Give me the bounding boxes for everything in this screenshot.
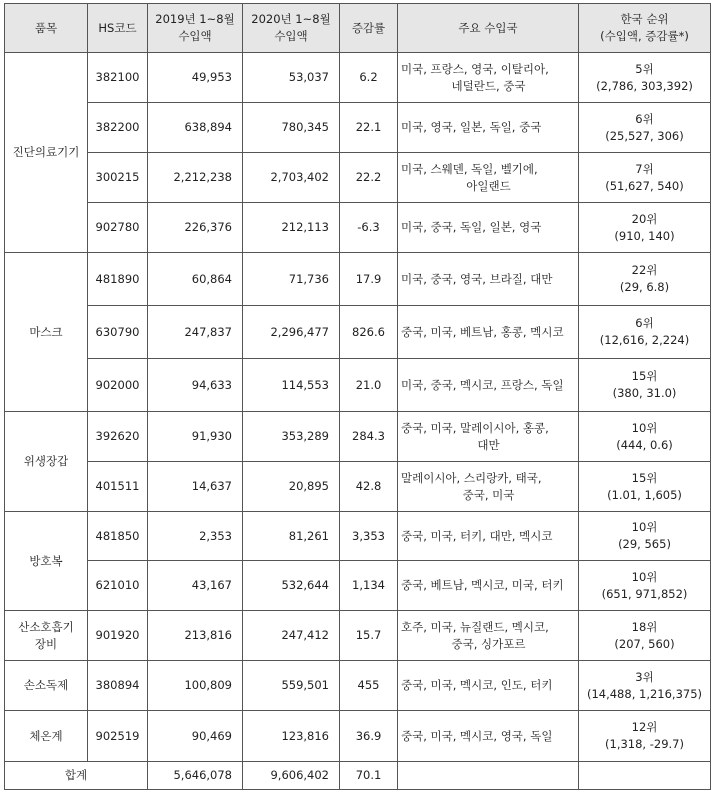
hs-code: 630790 xyxy=(88,306,148,359)
value-2019: 91,930 xyxy=(148,412,243,462)
rank: 6위 (25,527, 306) xyxy=(579,103,711,153)
growth-rate: 21.0 xyxy=(340,359,398,412)
total-label: 합계 xyxy=(5,762,148,790)
growth-rate: 36.9 xyxy=(340,711,398,762)
growth-rate: 826.6 xyxy=(340,306,398,359)
rank: 3위 (14,488, 1,216,375) xyxy=(579,661,711,711)
growth-rate: 455 xyxy=(340,661,398,711)
countries: 미국, 중국, 멕시코, 프랑스, 독일 xyxy=(398,359,579,412)
table-row xyxy=(5,561,711,611)
value-2020: 353,289 xyxy=(243,412,340,462)
countries: 중국, 미국, 베트남, 홍콩, 멕시코 xyxy=(398,306,579,359)
value-2019: 43,167 xyxy=(148,561,243,611)
value-2019: 14,637 xyxy=(148,462,243,512)
rank: 20위 (910, 140) xyxy=(579,203,711,253)
value-2020: 559,501 xyxy=(243,661,340,711)
total-growth: 70.1 xyxy=(340,762,398,790)
rank: 18위 (207, 560) xyxy=(579,611,711,661)
value-2020: 2,296,477 xyxy=(243,306,340,359)
value-2020: 20,895 xyxy=(243,462,340,512)
value-2019: 247,837 xyxy=(148,306,243,359)
growth-rate: 284.3 xyxy=(340,412,398,462)
header-row xyxy=(5,4,711,53)
value-2020: 71,736 xyxy=(243,253,340,306)
value-2020: 532,644 xyxy=(243,561,340,611)
value-2020: 247,412 xyxy=(243,611,340,661)
table-row xyxy=(5,359,711,412)
table-row xyxy=(5,153,711,203)
header-hs-code: HS코드 xyxy=(88,4,148,53)
hs-code: 902780 xyxy=(88,203,148,253)
header-2020: 2020년 1~8월 수입액 xyxy=(243,4,340,53)
growth-rate: 1,134 xyxy=(340,561,398,611)
countries: 중국, 미국, 터키, 대만, 멕시코 xyxy=(398,512,579,561)
table-row xyxy=(5,661,711,711)
total-row xyxy=(5,762,711,790)
countries: 말레이시아, 스리랑카, 태국, 중국, 미국 xyxy=(398,462,579,512)
table-row xyxy=(5,711,711,762)
hs-code: 300215 xyxy=(88,153,148,203)
value-2020: 780,345 xyxy=(243,103,340,153)
value-2020: 123,816 xyxy=(243,711,340,762)
growth-rate: 22.2 xyxy=(340,153,398,203)
value-2019: 638,894 xyxy=(148,103,243,153)
value-2019: 100,809 xyxy=(148,661,243,711)
growth-rate: -6.3 xyxy=(340,203,398,253)
import-table xyxy=(4,3,711,790)
category-oxygen: 산소호흡기 장비 xyxy=(5,611,88,661)
total-2020: 9,606,402 xyxy=(243,762,340,790)
countries: 중국, 베트남, 멕시코, 미국, 터키 xyxy=(398,561,579,611)
countries: 중국, 미국, 멕시코, 인도, 터키 xyxy=(398,661,579,711)
total-2019: 5,646,078 xyxy=(148,762,243,790)
value-2019: 49,953 xyxy=(148,53,243,103)
hs-code: 382200 xyxy=(88,103,148,153)
table-row xyxy=(5,462,711,512)
value-2019: 60,864 xyxy=(148,253,243,306)
hs-code: 902000 xyxy=(88,359,148,412)
table-row xyxy=(5,103,711,153)
header-rank: 한국 순위 (수입액, 증감률*) xyxy=(579,4,711,53)
rank: 15위 (380, 31.0) xyxy=(579,359,711,412)
rank: 5위 (2,786, 303,392) xyxy=(579,53,711,103)
countries: 미국, 프랑스, 영국, 이탈리아, 네덜란드, 중국 xyxy=(398,53,579,103)
countries: 중국, 미국, 멕시코, 영국, 독일 xyxy=(398,711,579,762)
hs-code: 481890 xyxy=(88,253,148,306)
hs-code: 392620 xyxy=(88,412,148,462)
hs-code: 621010 xyxy=(88,561,148,611)
rank: 10위 (651, 971,852) xyxy=(579,561,711,611)
hs-code: 901920 xyxy=(88,611,148,661)
value-2019: 213,816 xyxy=(148,611,243,661)
hs-code: 380894 xyxy=(88,661,148,711)
header-countries: 주요 수입국 xyxy=(398,4,579,53)
category-glove: 위생장갑 xyxy=(5,412,88,512)
growth-rate: 15.7 xyxy=(340,611,398,661)
table-row xyxy=(5,412,711,462)
hs-code: 401511 xyxy=(88,462,148,512)
rank: 10위 (29, 565) xyxy=(579,512,711,561)
table-row xyxy=(5,253,711,306)
countries: 중국, 미국, 말레이시아, 홍콩, 대만 xyxy=(398,412,579,462)
category-disinfectant: 손소독제 xyxy=(5,661,88,711)
value-2020: 114,553 xyxy=(243,359,340,412)
hs-code: 902519 xyxy=(88,711,148,762)
table-row xyxy=(5,53,711,103)
table-row xyxy=(5,306,711,359)
value-2019: 2,212,238 xyxy=(148,153,243,203)
growth-rate: 22.1 xyxy=(340,103,398,153)
total-empty-countries xyxy=(398,762,579,790)
growth-rate: 3,353 xyxy=(340,512,398,561)
rank: 12위 (1,318, -29.7) xyxy=(579,711,711,762)
category-diagnostic: 진단의료기기 xyxy=(5,53,88,253)
category-thermometer: 체온계 xyxy=(5,711,88,762)
value-2020: 2,703,402 xyxy=(243,153,340,203)
value-2019: 94,633 xyxy=(148,359,243,412)
category-mask: 마스크 xyxy=(5,253,88,412)
category-protective-suit: 방호복 xyxy=(5,512,88,611)
header-item: 품목 xyxy=(5,4,88,53)
countries: 미국, 스웨덴, 독일, 벨기에, 아일랜드 xyxy=(398,153,579,203)
value-2019: 226,376 xyxy=(148,203,243,253)
growth-rate: 42.8 xyxy=(340,462,398,512)
rank: 15위 (1.01, 1,605) xyxy=(579,462,711,512)
rank: 7위 (51,627, 540) xyxy=(579,153,711,203)
value-2020: 81,261 xyxy=(243,512,340,561)
table-row xyxy=(5,203,711,253)
rank: 10위 (444, 0.6) xyxy=(579,412,711,462)
growth-rate: 6.2 xyxy=(340,53,398,103)
header-growth: 증감률 xyxy=(340,4,398,53)
growth-rate: 17.9 xyxy=(340,253,398,306)
value-2020: 53,037 xyxy=(243,53,340,103)
rank: 6위 (12,616, 2,224) xyxy=(579,306,711,359)
hs-code: 382100 xyxy=(88,53,148,103)
value-2020: 212,113 xyxy=(243,203,340,253)
hs-code: 481850 xyxy=(88,512,148,561)
header-2019: 2019년 1~8월 수입액 xyxy=(148,4,243,53)
countries: 미국, 중국, 독일, 일본, 영국 xyxy=(398,203,579,253)
countries: 미국, 영국, 일본, 독일, 중국 xyxy=(398,103,579,153)
value-2019: 90,469 xyxy=(148,711,243,762)
table-row xyxy=(5,611,711,661)
table-row xyxy=(5,512,711,561)
value-2019: 2,353 xyxy=(148,512,243,561)
countries: 호주, 미국, 뉴질랜드, 멕시코, 중국, 싱가포르 xyxy=(398,611,579,661)
countries: 미국, 중국, 영국, 브라질, 대만 xyxy=(398,253,579,306)
total-empty-rank xyxy=(579,762,711,790)
rank: 22위 (29, 6.8) xyxy=(579,253,711,306)
